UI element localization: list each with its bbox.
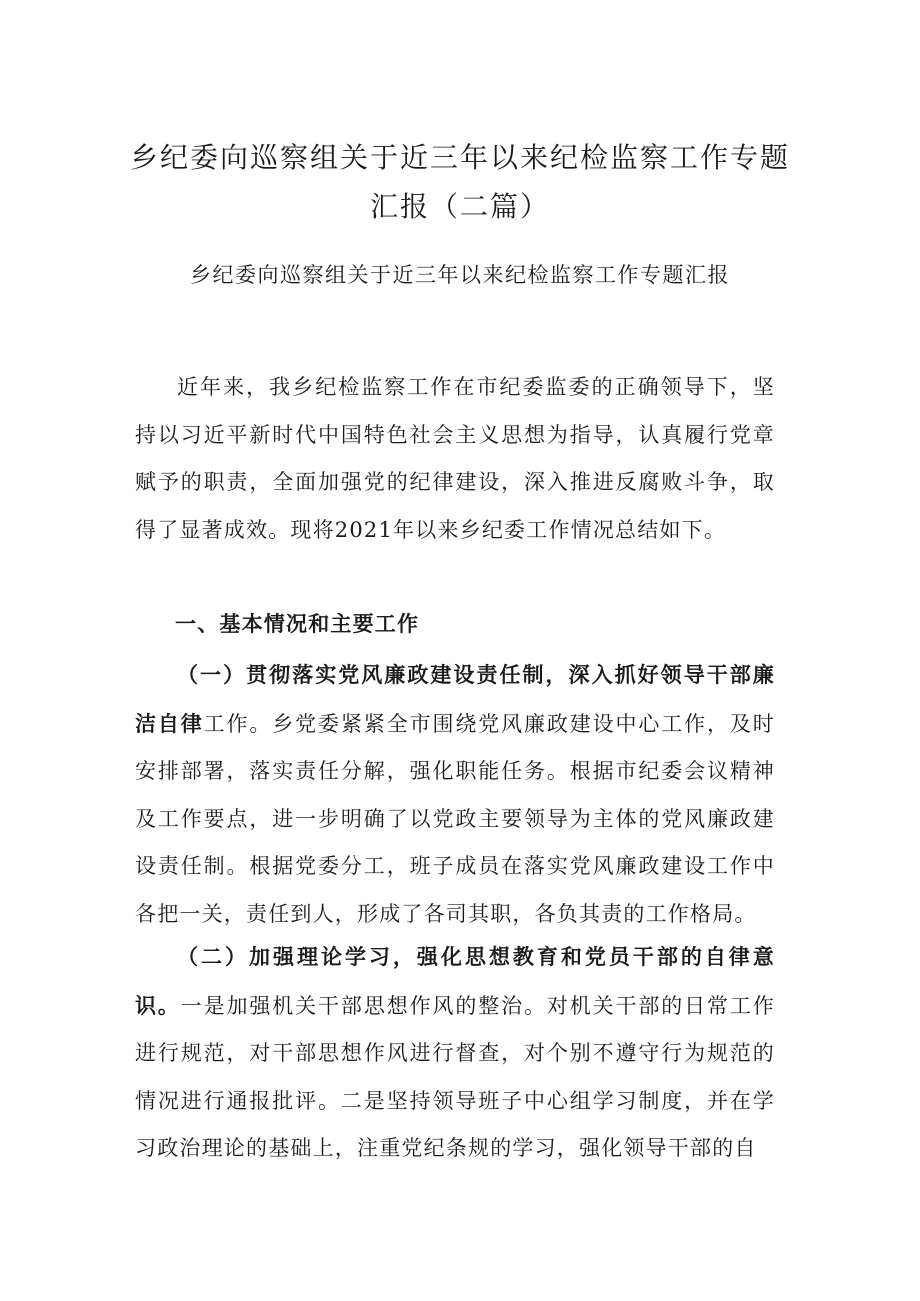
section-2-lead: （二）加强理论学习，强化思想教育和党员干部的自律意识。	[135, 944, 775, 1018]
intro-paragraph: 近年来，我乡纪检监察工作在市纪委监委的正确领导下，坚持以习近平新时代中国特色社会主义思想为指导，认真履行党章赋予的职责，全面加强党的纪律建设，深入推进反腐败斗争，取得了显著成效。现将2021年以来乡纪委工作情况总结如下。	[135, 375, 775, 542]
section-1-body: 工作。乡党委紧紧全市围绕党风廉政建设中心工作，及时安排部署，落实责任分解，强化职能任务。根据市纪委会议精神及工作要点，进一步明确了以党政主要领导为主体的党风廉政建设责任制。根据党委分工，班子成员在落实党风廉政建设工作中各把一关，责任到人，形成了各司其职，各负其责的工作格局。	[135, 711, 776, 926]
section-1-lead: （一）贯彻落实党风廉政建设责任制，深入抓好领导干部廉洁自律	[135, 662, 775, 736]
document-subtitle: 乡纪委向巡察组关于近三年以来纪检监察工作专题汇报	[190, 263, 730, 287]
document-title-line-2: 汇报（二篇）	[369, 190, 550, 223]
section-2-body: 一是加强机关干部思想作风的整治。对机关干部的日常工作进行规范，对干部思想作风进行督查，对个别不遵守行为规范的情况进行通报批评。二是坚持领导班子中心组学习制度，并在学习政治理论的基础上，注重党纪条规的学习，强化领导干部的自	[135, 993, 775, 1161]
document-title-line-1: 乡纪委向巡察组关于近三年以来纪检监察工作专题	[130, 141, 791, 174]
section-heading-basic-situation: 一、基本情况和主要工作	[175, 611, 420, 636]
section-2-paragraph	[135, 933, 775, 1173]
section-1-paragraph	[135, 651, 775, 939]
